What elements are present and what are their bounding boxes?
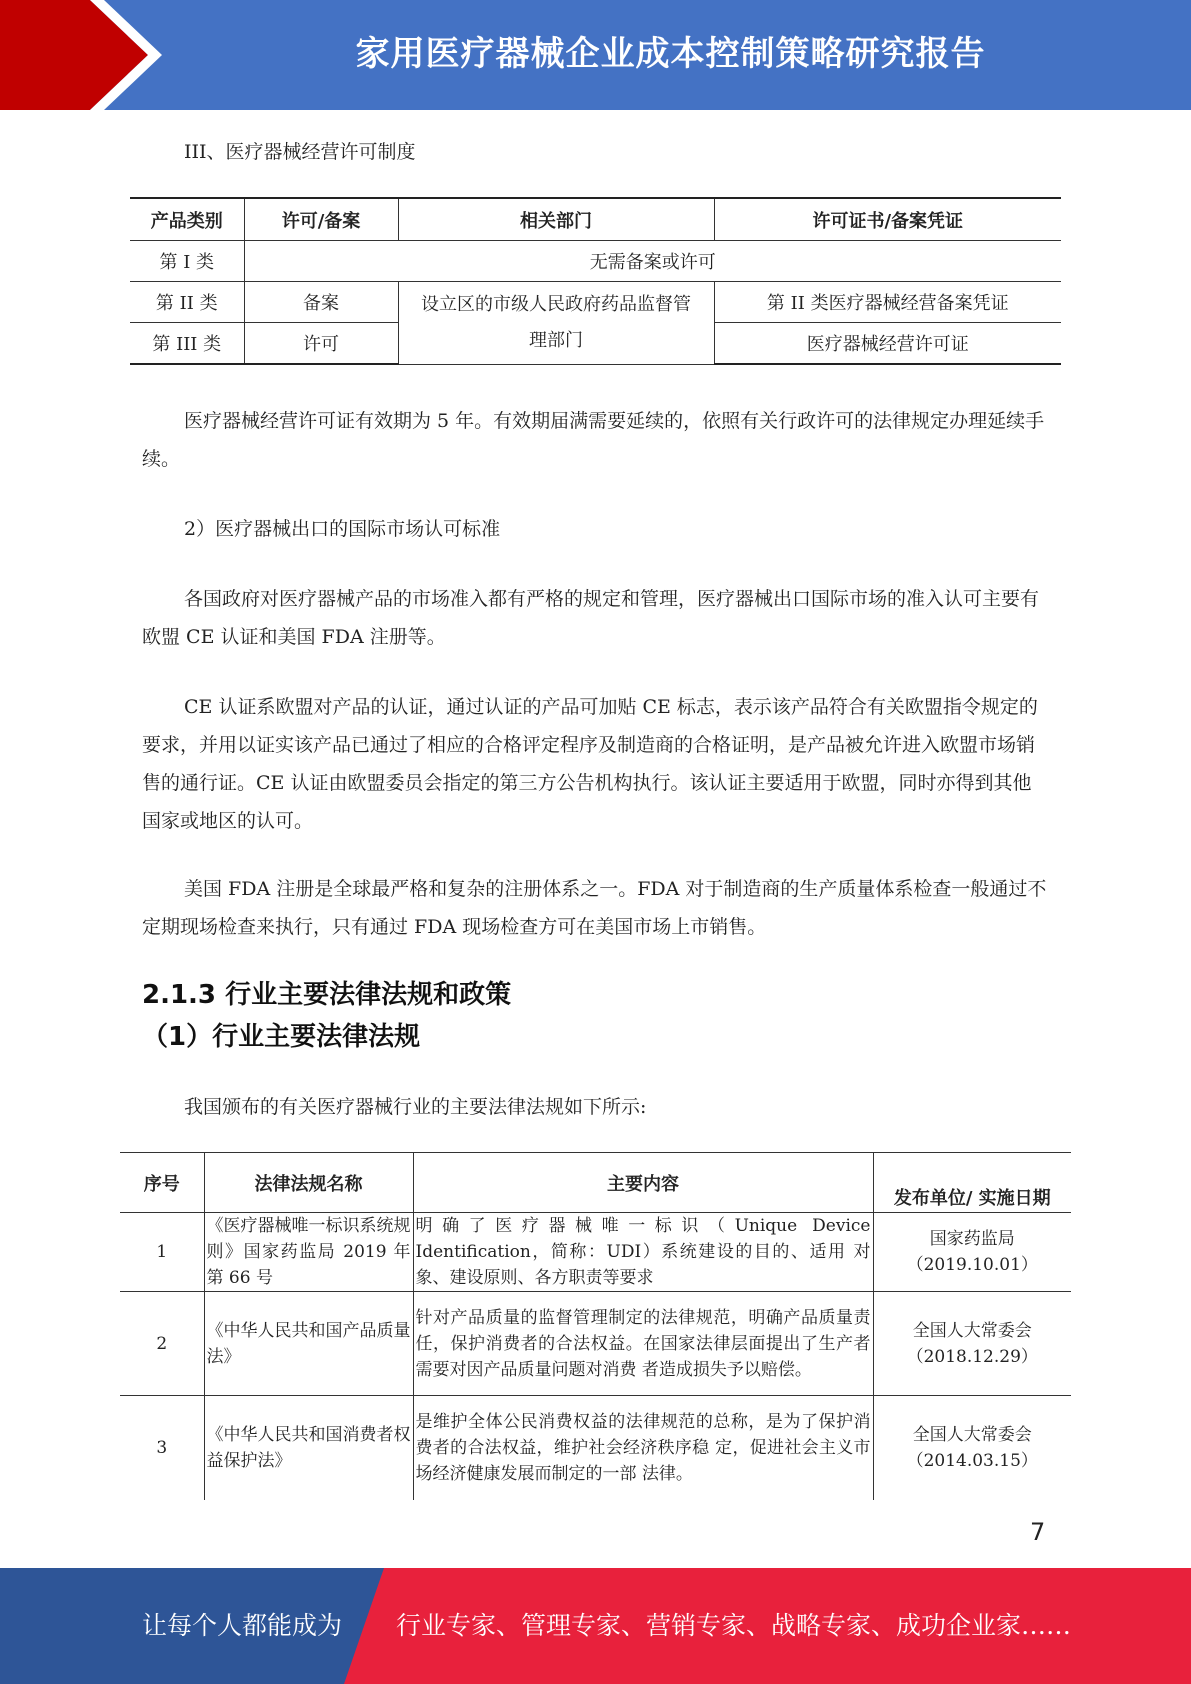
page-header bbox=[0, 0, 1191, 110]
paragraph: 我国颁布的有关医疗器械行业的主要法律法规如下所示: bbox=[184, 1096, 647, 1118]
table-row bbox=[120, 1292, 1071, 1396]
header-cell: 序号 bbox=[120, 1153, 204, 1213]
license-table bbox=[130, 197, 1061, 365]
subsection-heading: （1）行业主要法律法规 bbox=[142, 1022, 421, 1052]
paragraph: 各国政府对医疗器械产品的市场准入都有严格的规定和管理，医疗器械出口国际市场的准入认可主要有欧盟 CE 认证和美国 FDA 注册等。 bbox=[142, 588, 1040, 648]
header-cell: 产品类别 bbox=[130, 198, 244, 241]
footer-slogan-left: 让每个人都能成为 bbox=[142, 1611, 343, 1640]
publisher: 全国人大常委会 bbox=[912, 1424, 1032, 1445]
header-cell: 发布单位/ 实施日期 bbox=[873, 1153, 1071, 1213]
table-header-row bbox=[130, 198, 1061, 241]
table-header-row bbox=[120, 1153, 1071, 1213]
row-number: 3 bbox=[120, 1396, 204, 1500]
law-content: 针对产品质量的监督管理制定的法律规范，明确产品质量责任，保护消费者的合法权益。在国家法律层面提出了生产者需要对因产品质量问题对消费 者造成损失予以赔偿。 bbox=[413, 1292, 873, 1396]
category-cell: 第 III 类 bbox=[130, 323, 244, 365]
type-cell: 备案 bbox=[244, 282, 398, 323]
page-number: 7 bbox=[1030, 1518, 1046, 1546]
effective-date: （2019.10.01） bbox=[906, 1255, 1038, 1275]
law-name: 《中华人民共和国产品质量法》 bbox=[204, 1292, 413, 1396]
header-cell: 相关部门 bbox=[398, 198, 714, 241]
table-row bbox=[130, 282, 1061, 323]
merged-cell: 无需备案或许可 bbox=[244, 241, 1061, 282]
header-cell: 许可证书/备案凭证 bbox=[714, 198, 1061, 241]
header-cell: 许可/备案 bbox=[244, 198, 398, 241]
report-title: 家用医疗器械企业成本控制策略研究报告 bbox=[355, 34, 986, 74]
table-row bbox=[130, 241, 1061, 282]
publisher: 全国人大常委会 bbox=[912, 1320, 1032, 1341]
effective-date: （2018.12.29） bbox=[906, 1346, 1038, 1367]
page-footer bbox=[0, 1568, 1191, 1684]
publisher-cell bbox=[873, 1396, 1071, 1500]
publisher-cell bbox=[873, 1213, 1071, 1292]
section-heading: 2.1.3 行业主要法律法规和政策 bbox=[142, 980, 512, 1010]
category-cell: 第 I 类 bbox=[130, 241, 244, 282]
section-iii-title: III、医疗器械经营许可制度 bbox=[184, 141, 416, 163]
effective-date: （2014.03.15） bbox=[906, 1450, 1038, 1471]
row-number: 2 bbox=[120, 1292, 204, 1396]
paragraph: 医疗器械经营许可证有效期为 5 年。有效期届满需要延续的，依照有关行政许可的法律规定办理延续手续。 bbox=[142, 410, 1045, 470]
paragraph: 2）医疗器械出口的国际市场认可标准 bbox=[184, 518, 501, 540]
laws-table bbox=[120, 1152, 1071, 1500]
header-cell: 法律法规名称 bbox=[204, 1153, 413, 1213]
publisher-cell bbox=[873, 1292, 1071, 1396]
row-number: 1 bbox=[120, 1213, 204, 1292]
category-cell: 第 II 类 bbox=[130, 282, 244, 323]
law-content: 是维护全体公民消费权益的法律规范的总称，是为了保护消费者的合法权益，维护社会经济秩序稳 定，促进社会主义市场经济健康发展而制定的一部 法律。 bbox=[413, 1396, 873, 1500]
footer-slogan-right: 行业专家、管理专家、营销专家、战略专家、成功企业家…… bbox=[396, 1611, 1072, 1640]
paragraph: CE 认证系欧盟对产品的认证，通过认证的产品可加贴 CE 标志，表示该产品符合有关欧盟指令规定的要求，并用以证实该产品已通过了相应的合格评定程序及制造商的合格证明，是产品被允许进入欧盟市场销售的通行证。CE 认证由欧盟委员会指定的第三方公告机构执行。该认证主要适用于欧盟，同时亦得到其他国家或地区的认可。 bbox=[142, 696, 1038, 832]
paragraph: 美国 FDA 注册是全球最严格和复杂的注册体系之一。FDA 对于制造商的生产质量体系检查一般通过不定期现场检查来执行，只有通过 FDA 现场检查方可在美国市场上市销售。 bbox=[142, 878, 1047, 938]
type-cell: 许可 bbox=[244, 323, 398, 365]
certificate-cell: 第 II 类医疗器械经营备案凭证 bbox=[714, 282, 1061, 323]
publisher: 国家药监局 bbox=[929, 1229, 1015, 1249]
law-name: 《中华人民共和国消费者权益保护法》 bbox=[204, 1396, 413, 1500]
certificate-cell: 医疗器械经营许可证 bbox=[714, 323, 1061, 365]
header-cell: 主要内容 bbox=[413, 1153, 873, 1213]
law-content: 明确了医疗器械唯一标识（Unique Device Identification，简称：UDI）系统建设的目的、适用 对象、建设原则、各方职责等要求 bbox=[413, 1213, 873, 1292]
department-cell: 设立区的市级人民政府药品监督管理部门 bbox=[398, 282, 714, 365]
table-row bbox=[120, 1396, 1071, 1500]
law-name: 《医疗器械唯一标识系统规则》国家药监局 2019 年第 66 号 bbox=[204, 1213, 413, 1292]
table-row bbox=[120, 1213, 1071, 1292]
